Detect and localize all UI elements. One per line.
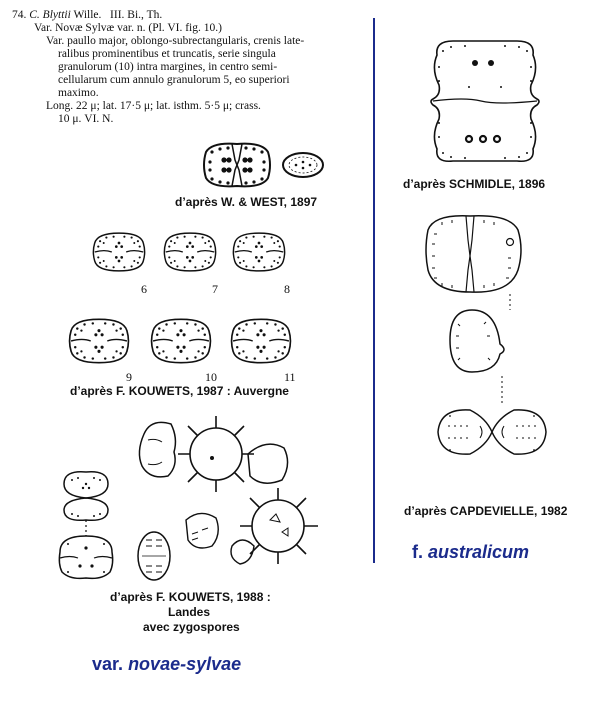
latin-line-4: cellularum cum annulo granulorum 5, eo superiori	[58, 74, 290, 86]
forma-prefix: f.	[412, 542, 423, 562]
species-refs: III. Bi., Th.	[110, 9, 163, 21]
variety-prefix: var.	[92, 654, 124, 674]
variety-label	[92, 654, 241, 675]
figure-number-8: 8	[284, 282, 290, 296]
species-author: Wille.	[73, 9, 102, 21]
latin-line-5: maximo.	[58, 87, 99, 99]
zygospore-lower	[240, 488, 318, 564]
figure-number-7: 7	[212, 282, 218, 296]
caption-schmidle-1896: d’après SCHMIDLE, 1896	[403, 177, 546, 191]
forma-name: australicum	[428, 542, 530, 562]
schmidle-cell	[425, 35, 545, 167]
figure-number-9: 9	[126, 370, 132, 384]
caption-kouwets-1988-line-2: Landes	[168, 605, 211, 619]
zygospore-upper	[178, 416, 254, 492]
description-heading	[12, 9, 352, 22]
species-number: 74.	[12, 9, 27, 21]
latin-line-1: Var. paullo major, oblongo-subrectangularis, crenis late-	[46, 35, 305, 47]
kouwets-1987-fig-11	[230, 313, 292, 369]
kouwets-1987-fig-8	[232, 230, 286, 274]
figure-number-11: 11	[284, 370, 296, 384]
column-divider	[373, 18, 375, 563]
latin-line-2: ralibus prominentibus et truncatis, serie singula	[58, 48, 276, 60]
west-cell-front	[202, 140, 272, 190]
figure-number-6: 6	[141, 282, 147, 296]
plate-ref: (Pl. VI. fig. 10.)	[148, 22, 222, 34]
caption-capdevielle-1982: d’après CAPDEVIELLE, 1982	[404, 504, 568, 518]
species-name: C. Blyttii	[29, 9, 71, 21]
caption-kouwets-1988-line-1: d’après F. KOUWETS, 1988 :	[110, 590, 271, 604]
west-cell-side	[280, 150, 326, 180]
forma-label	[412, 542, 529, 563]
kouwets-1987-fig-9	[68, 313, 130, 369]
kouwets-1987-fig-6	[92, 230, 146, 274]
measures-line-2: 10 μ. VI. N.	[58, 113, 114, 125]
variety-line-text: Var. Novæ Sylvæ var. n.	[34, 22, 146, 34]
figure-number-10: 10	[205, 370, 217, 384]
variety-line	[12, 22, 352, 35]
kouwets-1988-zygospore-figures	[56, 408, 336, 580]
caption-kouwets-1988-line-3: avec zygospores	[143, 620, 240, 634]
latin-line-3: granulorum (10) intra margines, in centro semi-	[58, 61, 278, 73]
kouwets-1987-fig-10	[150, 313, 212, 369]
variety-name: novae-sylvae	[128, 654, 242, 674]
caption-west-1897: d’après W. & WEST, 1897	[175, 195, 318, 209]
capdevielle-figures	[420, 210, 560, 480]
species-description	[12, 9, 352, 126]
caption-kouwets-1987: d’après F. KOUWETS, 1987 : Auvergne	[70, 384, 289, 398]
kouwets-1987-fig-7	[163, 230, 217, 274]
measures-line-1: Long. 22 μ; lat. 17·5 μ; lat. isthm. 5·5 μ; crass.	[46, 100, 261, 112]
